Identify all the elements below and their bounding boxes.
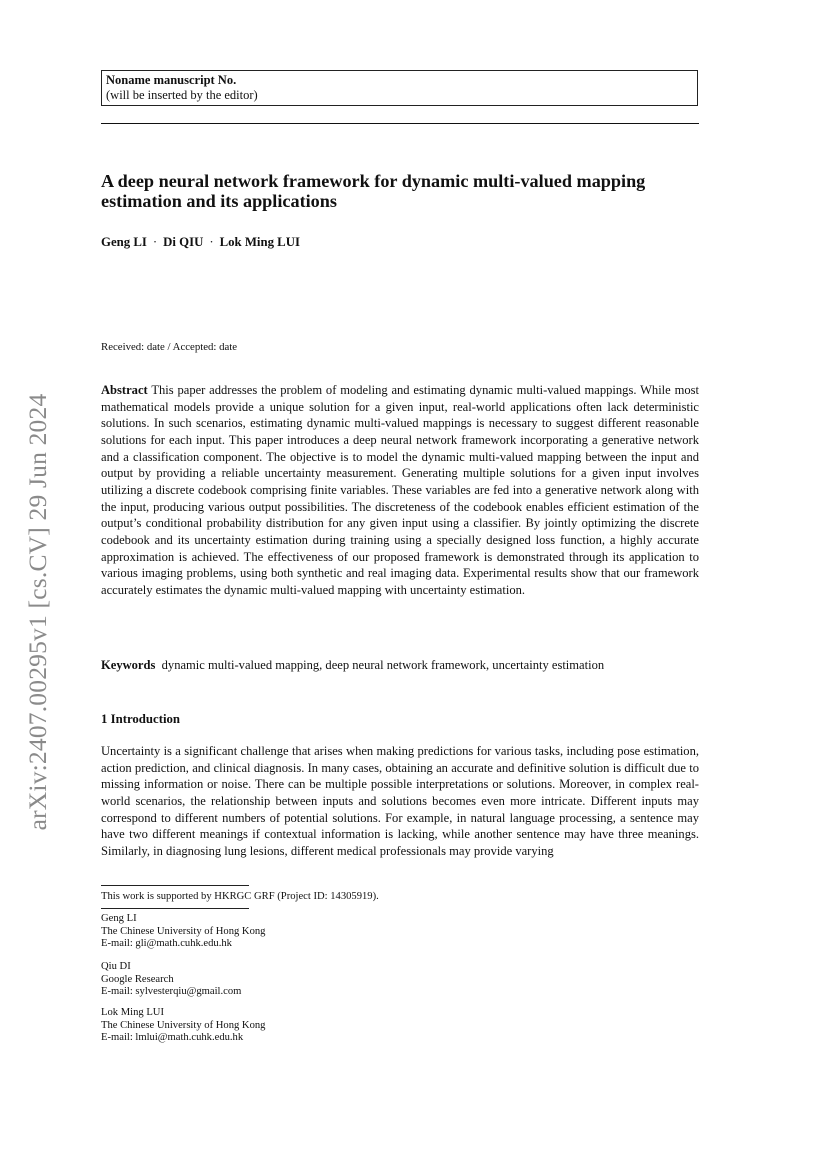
affiliation-block (101, 1007, 265, 1045)
affiliation-email: E-mail: gli@math.cuhk.edu.hk (101, 938, 232, 950)
paper-title: A deep neural network framework for dynamic multi-valued mapping estimation and its applications (101, 171, 646, 211)
editor-notice-box (101, 70, 698, 106)
received-accepted-dates: Received: date / Accepted: date (101, 341, 238, 353)
manuscript-number-label: Noname manuscript No. (106, 73, 237, 87)
arxiv-identifier-stamp: arXiv:2407.00295v1 [cs.CV] 29 Jun 2024 (23, 393, 52, 831)
author-separator: · (152, 235, 158, 249)
header-rule (101, 123, 699, 124)
keywords-label: Keywords (101, 658, 156, 672)
keywords (101, 658, 699, 673)
abstract-label: Abstract (101, 383, 148, 397)
author-separator: · (209, 235, 214, 249)
keywords-text: dynamic multi-valued mapping, deep neural network framework, uncertainty estimation (161, 658, 605, 672)
affiliation-rule (101, 908, 249, 909)
section-heading: 1 Introduction (101, 712, 181, 726)
funding-footnote: This work is supported by HKRGC GRF (Project ID: 14305919). (101, 891, 379, 902)
affiliation-name: Qiu DI (101, 961, 131, 972)
affiliation-name: Geng LI (101, 913, 137, 924)
affiliation-email: E-mail: sylvesterqiu@gmail.com (101, 986, 242, 998)
abstract-text: This paper addresses the problem of modeling and estimating dynamic multi-valued mappings. While most mathematical models provide a unique solution for a given input, real-world applications often lack deterministic solutions. In such scenarios, estimating dynamic multi-valued mappings is necessary to suggest different reasonable solutions for each input. This paper introduces a deep neural network framework incorporating a generative network and a classification component. The objective is to model the dynamic multi-valued mapping between the input and output by providing a reliable uncertainty measurement. Generating multiple solutions for a given input involves utilizing a discrete codebook comprising finite variables. These variables are fed into a generative network along with the input, producing various output possibilities. The discreteness of the codebook enables efficient estimation of the output’s conditional probability distribution for any given input using a classifier. By jointly optimizing the discrete codebook and its uncertainty estimation during training using a specially designed loss function, a highly accurate approximation is achieved. The effectiveness of our proposed framework is demonstrated through its application to various imaging problems, using both synthetic and real imaging data. Experimental results show that our framework accurately estimates the dynamic multi-valued mapping with uncertainty estimation. (101, 383, 699, 597)
author-list (101, 235, 300, 250)
author-name: Geng LI (101, 235, 147, 249)
author-name: Lok Ming LUI (219, 235, 300, 249)
affiliation-institution: The Chinese University of Hong Kong (101, 925, 266, 937)
editor-note: (will be inserted by the editor) (106, 88, 258, 102)
abstract (101, 382, 699, 599)
affiliation-email: E-mail: lmlui@math.cuhk.edu.hk (101, 1032, 244, 1044)
author-name: Di QIU (163, 235, 204, 249)
affiliation-block (101, 961, 241, 999)
introduction-paragraph: Uncertainty is a significant challenge that arises when making predictions for various tasks, including pose estimation, action prediction, and clinical diagnosis. In many cases, obtaining an accurate and definitive solution is difficult due to missing information or noise. There can be multiple possible interpretations or solutions. Moreover, in complex real-world scenarios, the relationship between inputs and solutions becomes even more intricate. Different inputs may correspond to different numbers of potential solutions. For example, in natural language processing, a sentence may have two different meanings if contextual information is lacking, while another sentence may have three meanings. Similarly, in diagnosing lung lesions, different medical professionals may provide varying (101, 744, 699, 858)
affiliation-institution: The Chinese University of Hong Kong (101, 1019, 266, 1031)
affiliation-block (101, 913, 265, 951)
affiliation-institution: Google Research (101, 973, 174, 985)
footnote-rule (101, 885, 249, 886)
affiliation-name: Lok Ming LUI (101, 1007, 164, 1018)
